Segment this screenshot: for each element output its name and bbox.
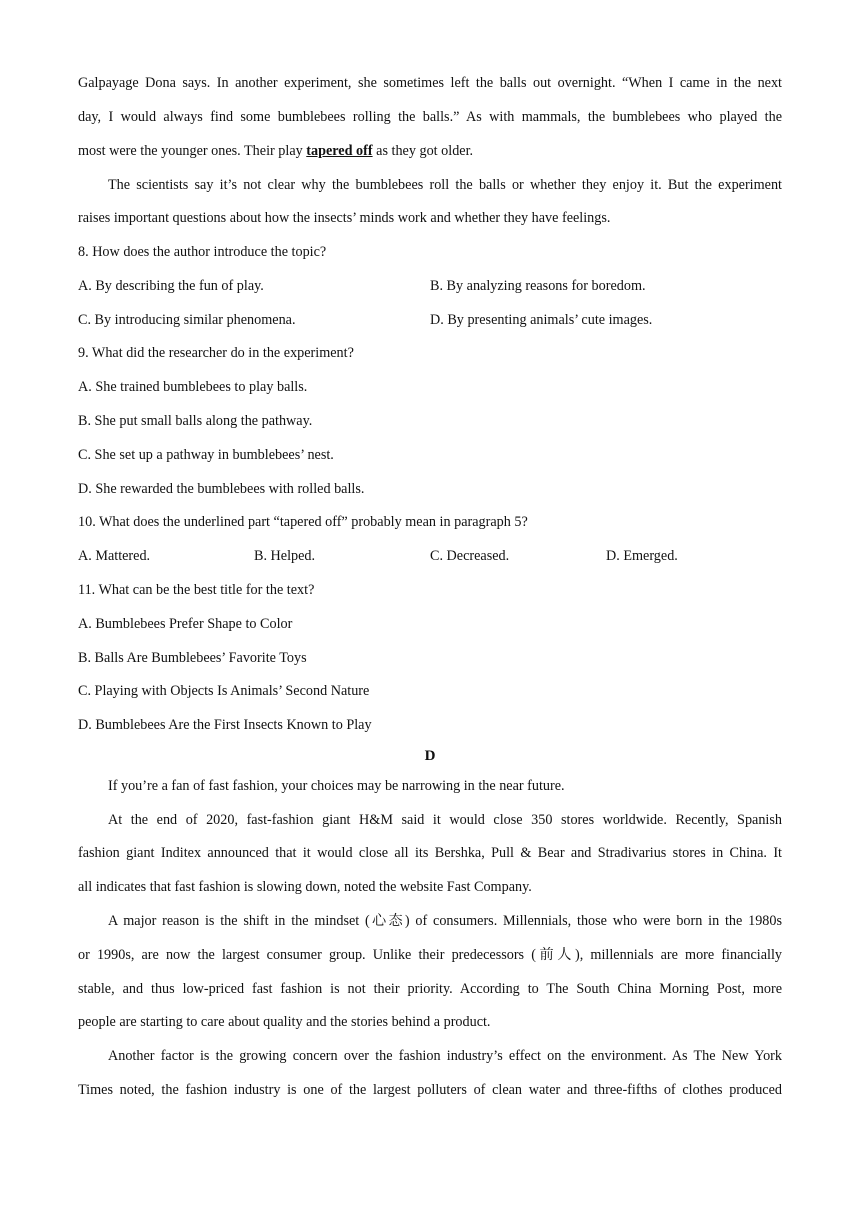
option-c: C. Playing with Objects Is Animals’ Second Nature xyxy=(78,683,370,699)
option-b: B. Balls Are Bumblebees’ Favorite Toys xyxy=(78,650,307,666)
line-text: as they got older. xyxy=(372,143,474,159)
question-stem: 8. How does the author introduce the topic? xyxy=(78,244,327,260)
passage-c-line: raises important questions about how the insects’ minds work and whether they have feelings. xyxy=(78,210,611,226)
passage-d-line: or 1990s, are now the largest consumer group. Unlike their predecessors (前人), millennials are more financially xyxy=(78,947,782,963)
passage-d-line: If you’re a fan of fast fashion, your choices may be narrowing in the near future. xyxy=(108,778,565,794)
passage-heading: D xyxy=(424,748,436,764)
question-stem: 9. What did the researcher do in the experiment? xyxy=(78,345,354,361)
option-b: B. By analyzing reasons for boredom. xyxy=(430,278,646,294)
passage-d-line: people are starting to care about quality and the stories behind a product. xyxy=(78,1014,491,1030)
question-stem: 11. What can be the best title for the text? xyxy=(78,582,315,598)
option-d: D. Bumblebees Are the First Insects Known to Play xyxy=(78,717,372,733)
option-d: D. Emerged. xyxy=(606,548,678,564)
passage-d-line: At the end of 2020, fast-fashion giant H&M said it would close 350 stores worldwide. Recently, Spanish xyxy=(108,812,782,828)
passage-c-line: day, I would always find some bumblebees rolling the balls.” As with mammals, the bumblebees who played the xyxy=(78,109,782,125)
option-c: C. By introducing similar phenomena. xyxy=(78,312,296,328)
passage-d-line: fashion giant Inditex announced that it would close all its Bershka, Pull & Bear and Stradivarius stores in China. It xyxy=(78,845,782,861)
passage-c-line xyxy=(78,141,782,161)
option-a: A. Mattered. xyxy=(78,548,151,564)
passage-d-line: A major reason is the shift in the mindset (心态) of consumers. Millennials, those who were born in the 1980s xyxy=(108,913,782,929)
option-d: D. By presenting animals’ cute images. xyxy=(430,312,653,328)
option-a: A. Bumblebees Prefer Shape to Color xyxy=(78,616,293,632)
passage-d-line: stable, and thus low-priced fast fashion is not their priority. According to The South China Morning Post, more xyxy=(78,981,782,997)
passage-d-line: Times noted, the fashion industry is one of the largest polluters of clean water and three-fifths of clothes produced xyxy=(78,1082,782,1098)
passage-c-line: Galpayage Dona says. In another experiment, she sometimes left the balls out overnight. “When I came in the next xyxy=(78,75,782,91)
passage-c-line: The scientists say it’s not clear why the bumblebees roll the balls or whether they enjoy it. But the experiment xyxy=(108,177,782,193)
passage-d-line: Another factor is the growing concern over the fashion industry’s effect on the environment. As The New York xyxy=(108,1048,782,1064)
option-d: D. She rewarded the bumblebees with rolled balls. xyxy=(78,481,365,497)
option-c: C. Decreased. xyxy=(430,548,510,564)
underlined-phrase: tapered off xyxy=(306,143,373,159)
passage-d-line: all indicates that fast fashion is slowing down, noted the website Fast Company. xyxy=(78,879,532,895)
option-a: A. She trained bumblebees to play balls. xyxy=(78,379,308,395)
option-b: B. Helped. xyxy=(254,548,316,564)
option-c: C. She set up a pathway in bumblebees’ nest. xyxy=(78,447,334,463)
option-a: A. By describing the fun of play. xyxy=(78,278,264,294)
question-stem: 10. What does the underlined part “tapered off” probably mean in paragraph 5? xyxy=(78,514,528,530)
line-text: most were the younger ones. Their play xyxy=(78,143,307,159)
option-b: B. She put small balls along the pathway. xyxy=(78,413,313,429)
